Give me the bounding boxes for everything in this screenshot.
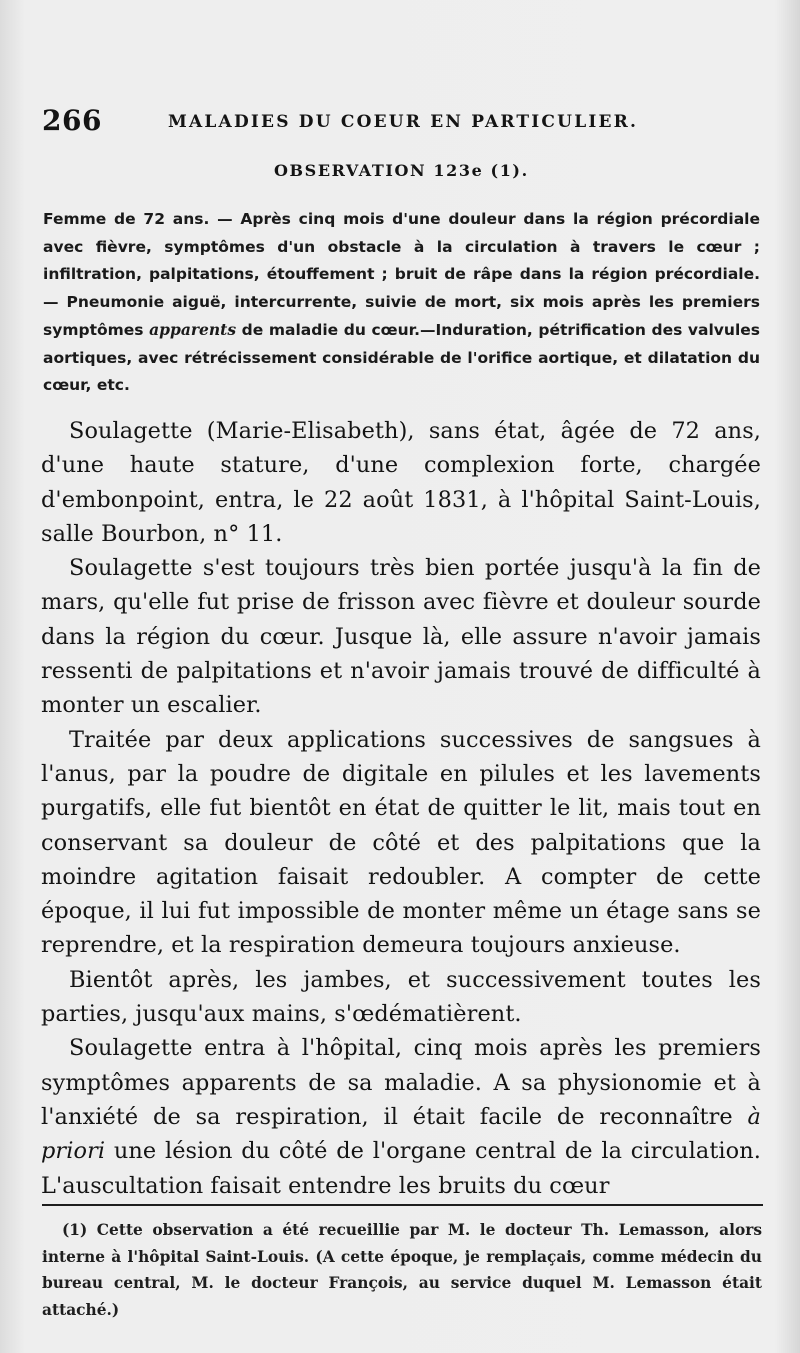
- paragraph-1: Soulagette (Marie-Elisabeth), sans état, âgée de 72 ans, d'une haute stature, d'une complexion forte, chargée d'embonpoint, entra, le 22 août 1831, à l'hôpital Saint-Louis, salle Bourbon, n° 11.: [41, 418, 761, 547]
- running-head: MALADIES DU COEUR EN PARTICULIER.: [168, 112, 639, 132]
- paragraph-4: Bientôt après, les jambes, et successivement toutes les parties, jusqu'aux mains, s'œdématièrent.: [41, 966, 761, 1028]
- page-header: [42, 104, 762, 140]
- observation-summary: [43, 206, 760, 400]
- paragraph-2: Soulagette s'est toujours très bien portée jusqu'à la fin de mars, qu'elle fut prise de frisson avec fièvre et douleur sourde dans la région du cœur. Jusque là, elle assure n'avoir jamais ressenti de palpitations et n'avoir jamais trouvé de difficulté à monter un escalier.: [41, 555, 761, 719]
- paragraph-5-text: Soulagette entra à l'hôpital, cinq mois après les premiers symptômes apparents de sa maladie. A sa physionomie et à l'anxiété de sa respiration, il était facile de reconnaître: [41, 1035, 761, 1130]
- paragraph-5-text-end: une lésion du côté de l'organe central de la circulation. L'auscultation faisait entendre les bruits du cœur: [41, 1138, 761, 1199]
- summary-text-end: de maladie du cœur.—Induration, pétrification des valvules aortiques, avec rétrécissement considérable de l'orifice aortique, et dilatation du cœur, etc.: [43, 321, 760, 394]
- paragraph-3: Traitée par deux applications successives de sangsues à l'anus, par la poudre de digitale en pilules et les lavements purgatifs, elle fut bientôt en état de quitter le lit, mais tout en conservant sa douleur de côté et des palpitations que la moindre agitation faisait redoubler. A compter de cette époque, il lui fut impossible de monter même un étage sans se reprendre, et la respiration demeura toujours anxieuse.: [41, 726, 761, 959]
- footnote: (1) Cette observation a été recueillie par M. le docteur Th. Lemasson, alors interne à l'hôpital Saint-Louis. (A cette époque, je remplaçais, comme médecin du bureau central, M. le docteur François, au service duquel M. Lemasson était attaché.): [42, 1221, 762, 1319]
- body-text: [41, 414, 761, 1203]
- paragraph-5-italic: à priori: [41, 1103, 761, 1165]
- summary-italic-word: apparents: [149, 320, 237, 339]
- observation-title: OBSERVATION 123e (1).: [274, 161, 529, 180]
- page-number: 266: [42, 104, 102, 137]
- paragraph-5: [41, 1031, 761, 1202]
- summary-text: Femme de 72 ans. — Après cinq mois d'une douleur dans la région précordiale avec fièvre, symptômes d'un obstacle à la circulation à travers le cœur ; infiltration, palpitations, étouffement ; bruit de râpe dans la région précordiale. — Pneumonie aiguë, intercurrente, suivie de mort, six mois après les premiers symptômes: [43, 210, 760, 339]
- footnote-divider: [42, 1204, 763, 1206]
